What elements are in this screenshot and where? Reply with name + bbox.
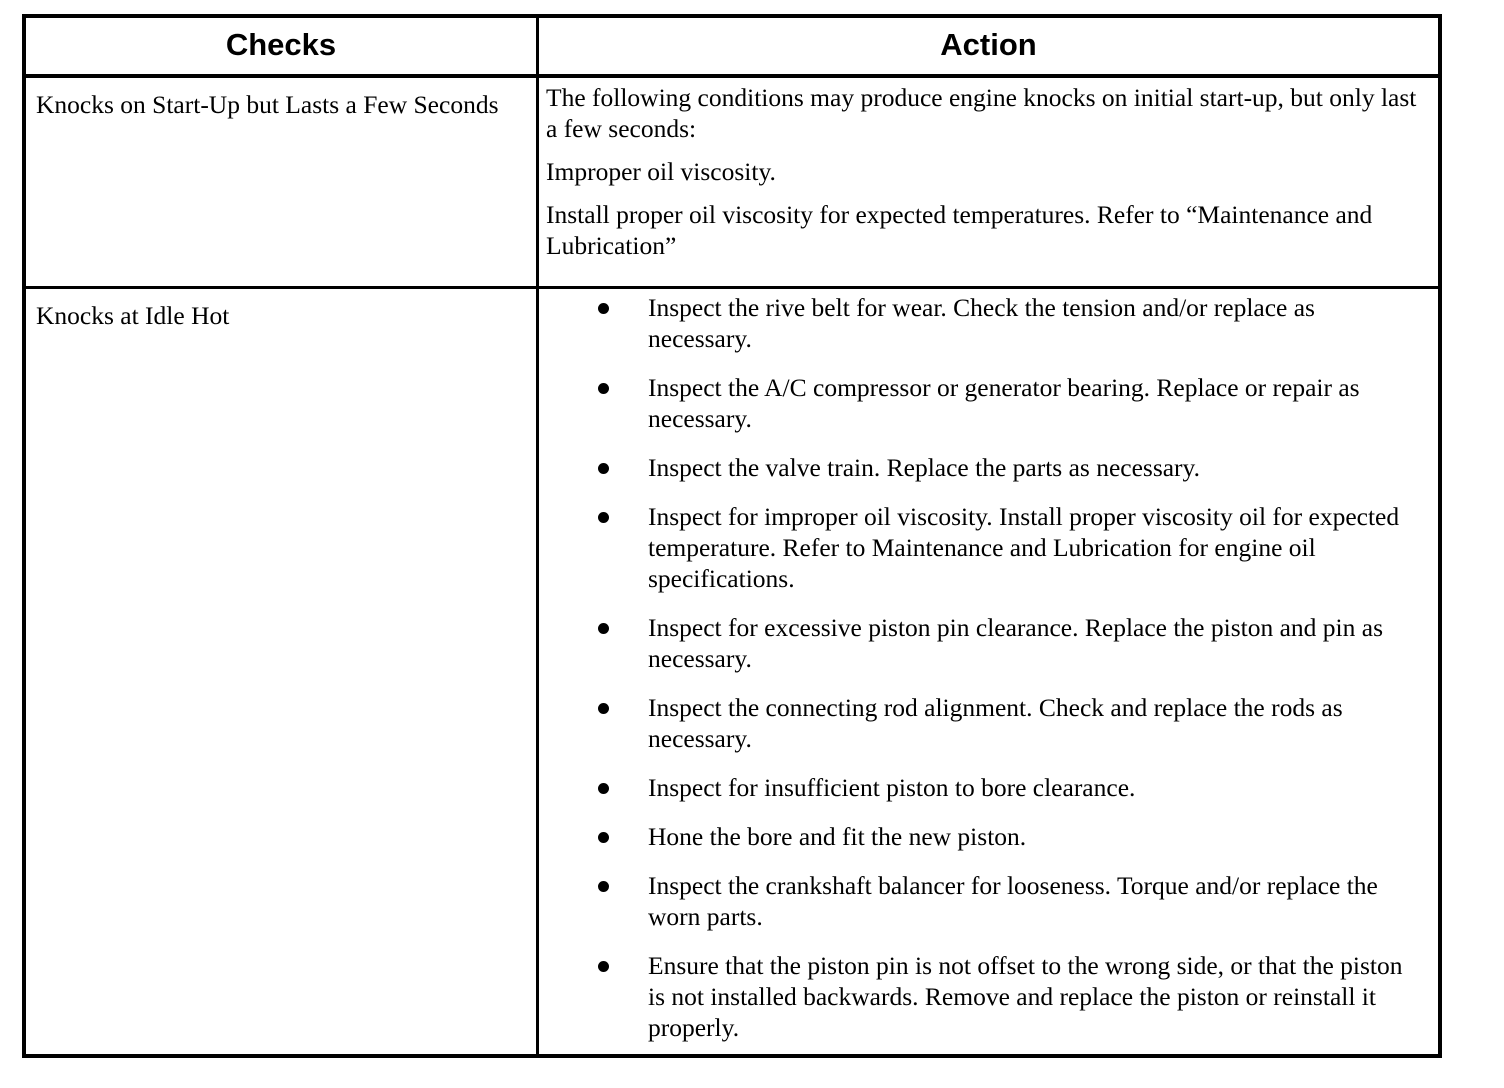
diagnosis-table <box>22 14 1442 1058</box>
bullet-item <box>586 501 1406 594</box>
bullet-text: Inspect the valve train. Replace the parts as necessary. <box>648 453 1201 482</box>
action-paragraph: Install proper oil viscosity for expected temperatures. Refer to “Maintenance and Lubrication” <box>546 200 1373 260</box>
bullet-icon <box>598 832 609 843</box>
bullet-text: Inspect the connecting rod alignment. Check and replace the rods as necessary. <box>648 693 1343 753</box>
bullet-item <box>586 950 1406 1043</box>
bullet-icon <box>598 623 609 634</box>
bullet-text: Inspect for insufficient piston to bore clearance. <box>648 773 1136 802</box>
row2-check-cell: Knocks at Idle Hot <box>36 301 230 330</box>
column-divider <box>536 18 539 1054</box>
header-checks: Checks <box>225 27 337 62</box>
bullet-icon <box>598 961 609 972</box>
bullet-item <box>586 372 1406 434</box>
bullet-icon <box>598 512 609 523</box>
bullet-icon <box>598 703 609 714</box>
row2-action-bullet-list <box>586 292 1406 1061</box>
bullet-item <box>586 821 1406 852</box>
bullet-text: Inspect the A/C compressor or generator bearing. Replace or repair as necessary. <box>648 373 1360 433</box>
row1-check-cell: Knocks on Start-Up but Lasts a Few Seconds <box>36 90 499 119</box>
bullet-text: Inspect the crankshaft balancer for looseness. Torque and/or replace the worn parts. <box>648 871 1378 931</box>
bullet-icon <box>598 463 609 474</box>
bullet-item <box>586 772 1406 803</box>
table-header-row <box>26 18 1438 78</box>
bullet-text: Inspect for improper oil viscosity. Install proper viscosity oil for expected temperature. Refer to Maintenance and Lubrication for engine oil specifications. <box>648 502 1400 593</box>
bullet-icon <box>598 783 609 794</box>
row-divider <box>26 286 1438 289</box>
bullet-item <box>586 292 1406 354</box>
bullet-icon <box>598 383 609 394</box>
header-action: Action <box>940 27 1037 62</box>
bullet-text: Inspect the rive belt for wear. Check the tension and/or replace as necessary. <box>648 293 1315 353</box>
bullet-item <box>586 870 1406 932</box>
row1-action-cell <box>546 82 1426 273</box>
bullet-icon <box>598 881 609 892</box>
bullet-text: Inspect for excessive piston pin clearance. Replace the piston and pin as necessary. <box>648 613 1383 673</box>
action-paragraph: Improper oil viscosity. <box>546 157 776 186</box>
bullet-item <box>586 452 1406 483</box>
bullet-item <box>586 612 1406 674</box>
action-paragraph: The following conditions may produce engine knocks on initial start-up, but only last a few seconds: <box>546 83 1417 143</box>
bullet-icon <box>598 303 609 314</box>
bullet-text: Ensure that the piston pin is not offset to the wrong side, or that the piston is not installed backwards. Remove and replace the piston or reinstall it properly. <box>648 951 1403 1042</box>
bullet-text: Hone the bore and fit the new piston. <box>648 822 1027 851</box>
bullet-item <box>586 692 1406 754</box>
